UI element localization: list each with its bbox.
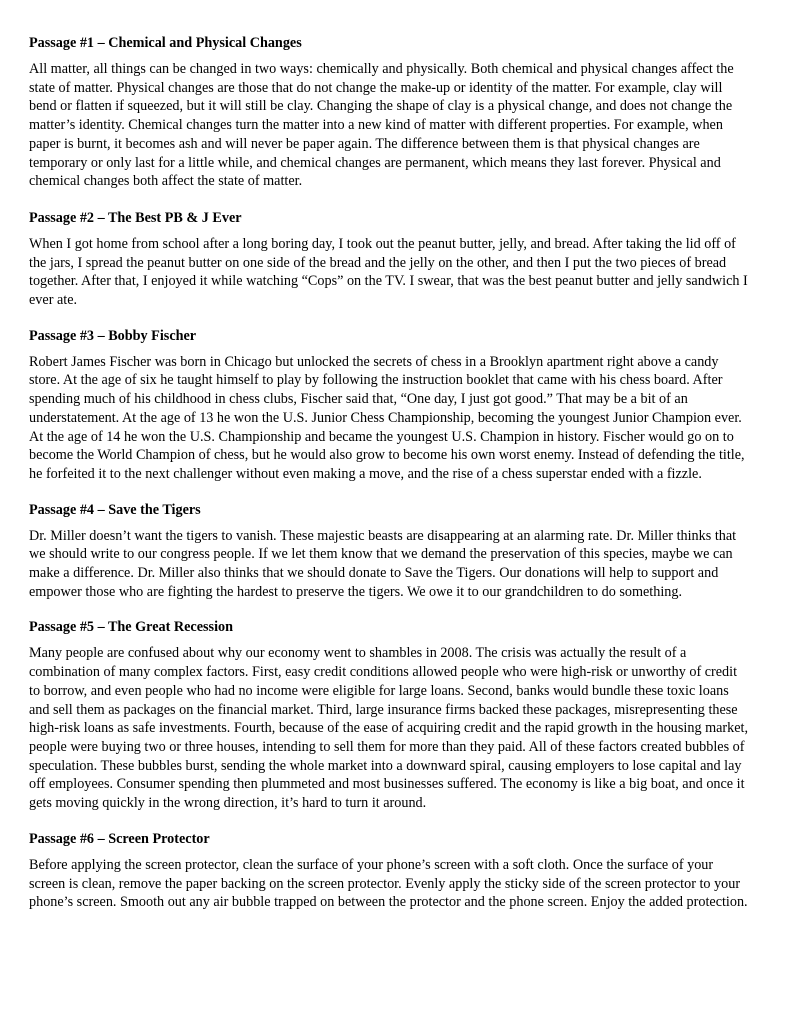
- passage-3-title: Passage #3 – Bobby Fischer: [29, 327, 197, 344]
- passage-1-body: All matter, all things can be changed in two ways: chemically and physically. Both chemical and physical changes affect the state of matter. Physical changes are those that do not change the make-up or identity of the matter. For example, clay will bend or flatten if squeezed, but it will still be clay. Changing the shape of clay is a physical change, and does not change the matter’s identity. Chemical changes turn the matter into a new kind of matter with different properties. For example, when paper is burnt, it becomes ash and will never be paper again. The difference between them is that physical changes are temporary or only last for a little while, and chemical changes are permanent, which means they last forever. Physical and chemical changes both affect the state of matter.: [29, 61, 734, 190]
- passage-3: [29, 327, 751, 484]
- passage-1: [29, 34, 751, 191]
- passage-6: [29, 830, 751, 912]
- passage-6-title: Passage #6 – Screen Protector: [29, 830, 210, 847]
- passage-1-title: Passage #1 – Chemical and Physical Changes: [29, 35, 302, 51]
- passage-2-body: When I got home from school after a long boring day, I took out the peanut butter, jelly, and bread. After taking the lid off of the jars, I spread the peanut butter on one side of the bread and the jelly on the other, and then I put the two pieces of bread together. After that, I enjoyed it while watching “Cops” on the TV. I swear, that was the best peanut butter and jelly sandwich I ever ate.: [29, 235, 748, 309]
- passage-6-body: Before applying the screen protector, clean the surface of your phone’s screen with a soft cloth. Once the surface of your screen is clean, remove the paper backing on the screen protector. Evenly apply the sticky side of the screen protector to your phone’s screen. Smooth out any air bubble trapped on between the protector and the phone screen. Enjoy the added protection.: [29, 856, 748, 911]
- passage-5-title: Passage #5 – The Great Recession: [29, 619, 233, 636]
- passage-5: [29, 618, 751, 812]
- passage-4-title: Passage #4 – Save the Tigers: [29, 501, 201, 518]
- passage-2-title: Passage #2 – The Best PB & J Ever: [29, 209, 242, 226]
- passage-3-body: Robert James Fischer was born in Chicago but unlocked the secrets of chess in a Brooklyn apartment right above a candy store. At the age of six he taught himself to play by following the instruction booklet that came with his chess board. After spending much of his childhood in chess clubs, Fischer said that, “One day, I just got good.” That may be a bit of an understatement. At the age of 13 he won the U.S. Junior Chess Championship, becoming the youngest Junior Champion ever. At the age of 14 he won the U.S. Championship and became the youngest U.S. Champion in history. Fischer would go on to become the World Champion of chess, but he would also grow to become his own worst enemy. Instead of defending the title, he forfeited it to the next challenger without even making a move, and the rise of a chess superstar ended with a fizzle.: [29, 353, 745, 482]
- passage-4-body: Dr. Miller doesn’t want the tigers to vanish. These majestic beasts are disappearing at an alarming rate. Dr. Miller thinks that we should write to our congress people. If we let them know that we demand the preservation of this species, maybe we can make a difference. Dr. Miller also thinks that we should donate to Save the Tigers. Our donations will help to support and empower those who are fighting the hardest to preserve the tigers. We owe it to our grandchildren to do something.: [29, 527, 737, 600]
- document-page: [29, 34, 751, 912]
- passage-5-body: Many people are confused about why our economy went to shambles in 2008. The crisis was actually the result of a combination of many complex factors. First, easy credit conditions allowed people who were high-risk or unworthy of credit to borrow, and even people who had no income were eligible for large loans. Second, banks would bundle these toxic loans and sell them as packages on the financial market. Third, large insurance firms backed these packages, misrepresenting these high-risk loans as safe investments. Fourth, because of the ease of acquiring credit and the rapid growth in the housing market, people were buying two or three houses, intending to sell them for more than they paid. All of these factors created bubbles of speculation. These bubbles burst, sending the whole market into a downward spiral, causing employers to lose capital and lay off employees. Consumer spending then plummeted and most businesses suffered. The economy is like a big boat, and once it gets moving quickly in the wrong direction, it’s hard to turn it around.: [29, 645, 749, 812]
- passage-2: [29, 209, 751, 310]
- passage-4: [29, 501, 751, 602]
